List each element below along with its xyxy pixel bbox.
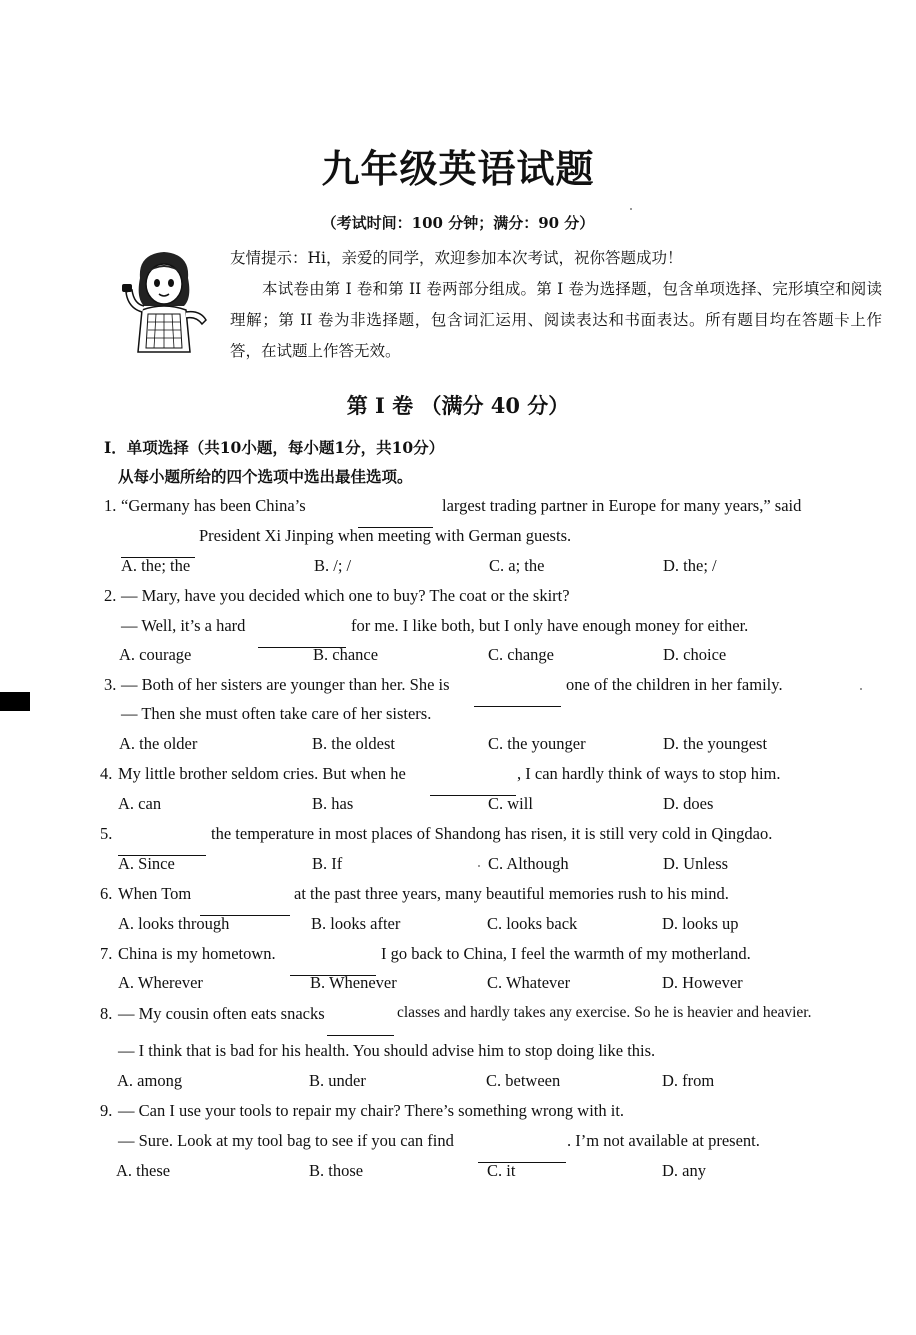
question-number: 7. xyxy=(100,944,113,963)
question-text: — Sure. Look at my tool bag to see if you can find xyxy=(118,1131,454,1150)
question-text: — Both of her sisters are younger than her. She is xyxy=(121,675,450,694)
question-number: 4. xyxy=(100,764,113,783)
option-c: C. will xyxy=(488,794,533,813)
question-text: “Germany has been China’s xyxy=(121,496,306,515)
option-b: B. has xyxy=(312,794,354,813)
cartoon-girl-illustration xyxy=(118,248,210,360)
option-d: D. However xyxy=(662,973,743,992)
option-b: B. under xyxy=(309,1071,366,1090)
option-c: C. a; the xyxy=(489,556,545,575)
option-b: B. Whenever xyxy=(310,973,397,992)
question-text: — Then she must often take care of her sisters. xyxy=(121,704,432,723)
option-a: A. the older xyxy=(119,734,198,753)
option-d: D. the youngest xyxy=(663,734,768,753)
question-number: 2. xyxy=(104,586,117,605)
option-b: B. looks after xyxy=(311,914,401,933)
option-c: C. looks back xyxy=(487,914,578,933)
option-b: B. /; / xyxy=(314,556,352,575)
question-number: 3. xyxy=(104,675,117,694)
question-number: 6. xyxy=(100,884,113,903)
question-text: President Xi Jinping when meeting with German guests. xyxy=(199,526,572,545)
option-d: D. choice xyxy=(663,645,727,664)
question-text: My little brother seldom cries. But when he xyxy=(118,764,406,783)
option-b: B. chance xyxy=(313,645,379,664)
option-d: D. looks up xyxy=(662,914,739,933)
option-a: A. Since xyxy=(118,854,175,873)
question-text: , I can hardly think of ways to stop him. xyxy=(517,764,781,783)
option-c: C. the younger xyxy=(488,734,586,753)
option-b: B. the oldest xyxy=(312,734,395,753)
page-title: 九年级英语试题 xyxy=(321,146,595,191)
answer-blank xyxy=(327,1034,394,1036)
option-a: A. courage xyxy=(119,645,192,664)
option-d: D. from xyxy=(662,1071,715,1090)
question-number: 1. xyxy=(104,496,117,515)
question-text: When Tom xyxy=(118,884,192,903)
option-d: D. any xyxy=(662,1161,706,1180)
question-text: at the past three years, many beautiful memories rush to his mind. xyxy=(294,884,729,903)
option-a: A. among xyxy=(117,1071,183,1090)
answer-blank xyxy=(474,705,561,707)
scan-speck xyxy=(478,865,480,867)
question-text: . I’m not available at present. xyxy=(567,1131,760,1150)
option-c: C. it xyxy=(487,1161,516,1180)
scan-speck xyxy=(860,688,862,690)
part-title: I．单项选择（共10小题，每小题1分，共10分） xyxy=(104,438,445,457)
question-text: classes and hardly takes any exercise. So he is heavier and heavier. xyxy=(397,1004,812,1021)
option-a: A. Wherever xyxy=(118,973,203,992)
section-heading: 第 I 卷 （满分 40 分） xyxy=(346,393,570,418)
question-text: for me. I like both, but I only have enough money for either. xyxy=(351,616,749,635)
question-text: I go back to China, I feel the warmth of my motherland. xyxy=(381,944,751,963)
option-a: A. the; the xyxy=(121,556,191,575)
greeting-text: 友情提示：Hi，亲爱的同学，欢迎参加本次考试，祝你答题成功！ xyxy=(230,249,683,267)
scan-margin-mark xyxy=(0,692,30,711)
option-a: A. these xyxy=(116,1161,171,1180)
option-b: B. If xyxy=(312,854,343,873)
question-text: — Can I use your tools to repair my chair? There’s something wrong with it. xyxy=(118,1101,625,1120)
option-a: A. looks through xyxy=(118,914,230,933)
question-text: one of the children in her family. xyxy=(566,675,783,694)
question-text: — I think that is bad for his health. You should advise him to stop doing like this. xyxy=(118,1041,656,1060)
question-text: — Well, it’s a hard xyxy=(121,616,246,635)
option-a: A. can xyxy=(118,794,162,813)
option-d: D. the; / xyxy=(663,556,717,575)
question-text: largest trading partner in Europe for many years,” said xyxy=(442,496,802,515)
scan-speck xyxy=(630,208,632,210)
question-text: — Mary, have you decided which one to buy? The coat or the skirt? xyxy=(121,586,570,605)
question-number: 5. xyxy=(100,824,113,843)
option-c: C. change xyxy=(488,645,554,664)
option-c: C. between xyxy=(486,1071,561,1090)
option-c: C. Although xyxy=(488,854,569,873)
question-text: China is my hometown. xyxy=(118,944,276,963)
option-b: B. those xyxy=(309,1161,364,1180)
option-d: D. Unless xyxy=(663,854,729,873)
question-number: 8. xyxy=(100,1004,113,1023)
question-number: 9. xyxy=(100,1101,113,1120)
part-instruction: 从每小题所给的四个选项中选出最佳选项。 xyxy=(118,467,413,486)
option-d: D. does xyxy=(663,794,714,813)
question-text: the temperature in most places of Shandong has risen, it is still very cold in Qingdao. xyxy=(211,824,773,843)
exam-info: （考试时间：100 分钟；满分：90 分） xyxy=(321,214,595,232)
question-text: — My cousin often eats snacks xyxy=(118,1004,325,1023)
instructions-paragraph: 本试卷由第 I 卷和第 II 卷两部分组成。第 I 卷为选择题，包含单项选择、完形填空和阅读理解；第 II 卷为非选择题，包含词汇运用、阅读表达和书面表达。所有题目均在答题卡上作答，在试题上作答无效。 xyxy=(230,280,882,360)
option-c: C. Whatever xyxy=(487,973,571,992)
